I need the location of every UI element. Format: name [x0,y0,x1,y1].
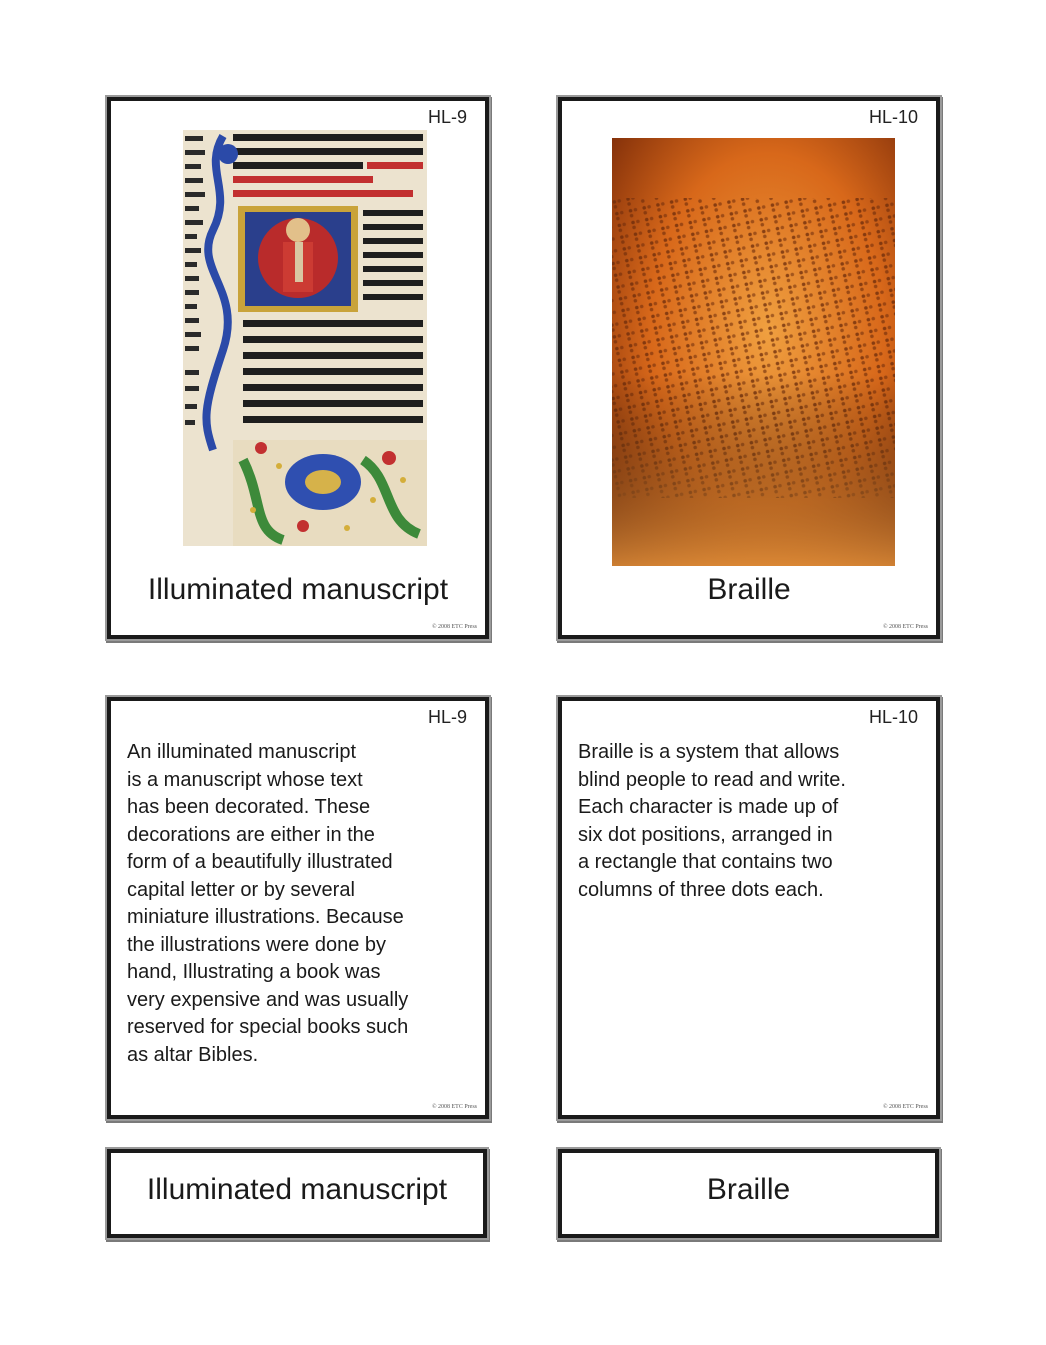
copyright-note: © 2008 ETC Press [431,1104,477,1110]
label-card-illuminated-manuscript[interactable] [107,1149,487,1238]
copyright-note: © 2008 ETC Press [882,1104,928,1110]
label-card-braille[interactable] [558,1149,939,1238]
description-card-braille[interactable] [558,697,940,1119]
card-label: Braille [706,1173,791,1206]
card-description: Braille is a system that allows blind people to read and write. Each character is made up of six dot positions, arranged in a rectangle that contains two columns of three dots each. [578,741,846,901]
description-card-illuminated-manuscript[interactable] [107,697,489,1119]
card-code: HL-9 [427,107,467,127]
card-title: Braille [707,573,791,606]
card-title: Illuminated manuscript [147,573,449,606]
card-description: An illuminated manuscript is a manuscript whose text has been decorated. These decorations are either in the form of a beautifully illustrated capital letter or by several miniature illustrations. Because the illustrations were done by hand, Illustrating a book was very expensive and was usually reserved for special books such as altar Bibles. [127,741,409,1066]
card-code: HL-10 [868,707,918,727]
copyright-note: © 2008 ETC Press [882,624,928,630]
copyright-note: © 2008 ETC Press [431,624,477,630]
picture-card-illuminated-manuscript[interactable] [107,97,489,639]
card-label: Illuminated manuscript [146,1173,448,1206]
card-code: HL-9 [427,707,467,727]
braille-image [612,138,895,566]
picture-card-braille[interactable] [558,97,940,639]
illuminated-manuscript-image [183,130,427,546]
card-code: HL-10 [868,107,918,127]
